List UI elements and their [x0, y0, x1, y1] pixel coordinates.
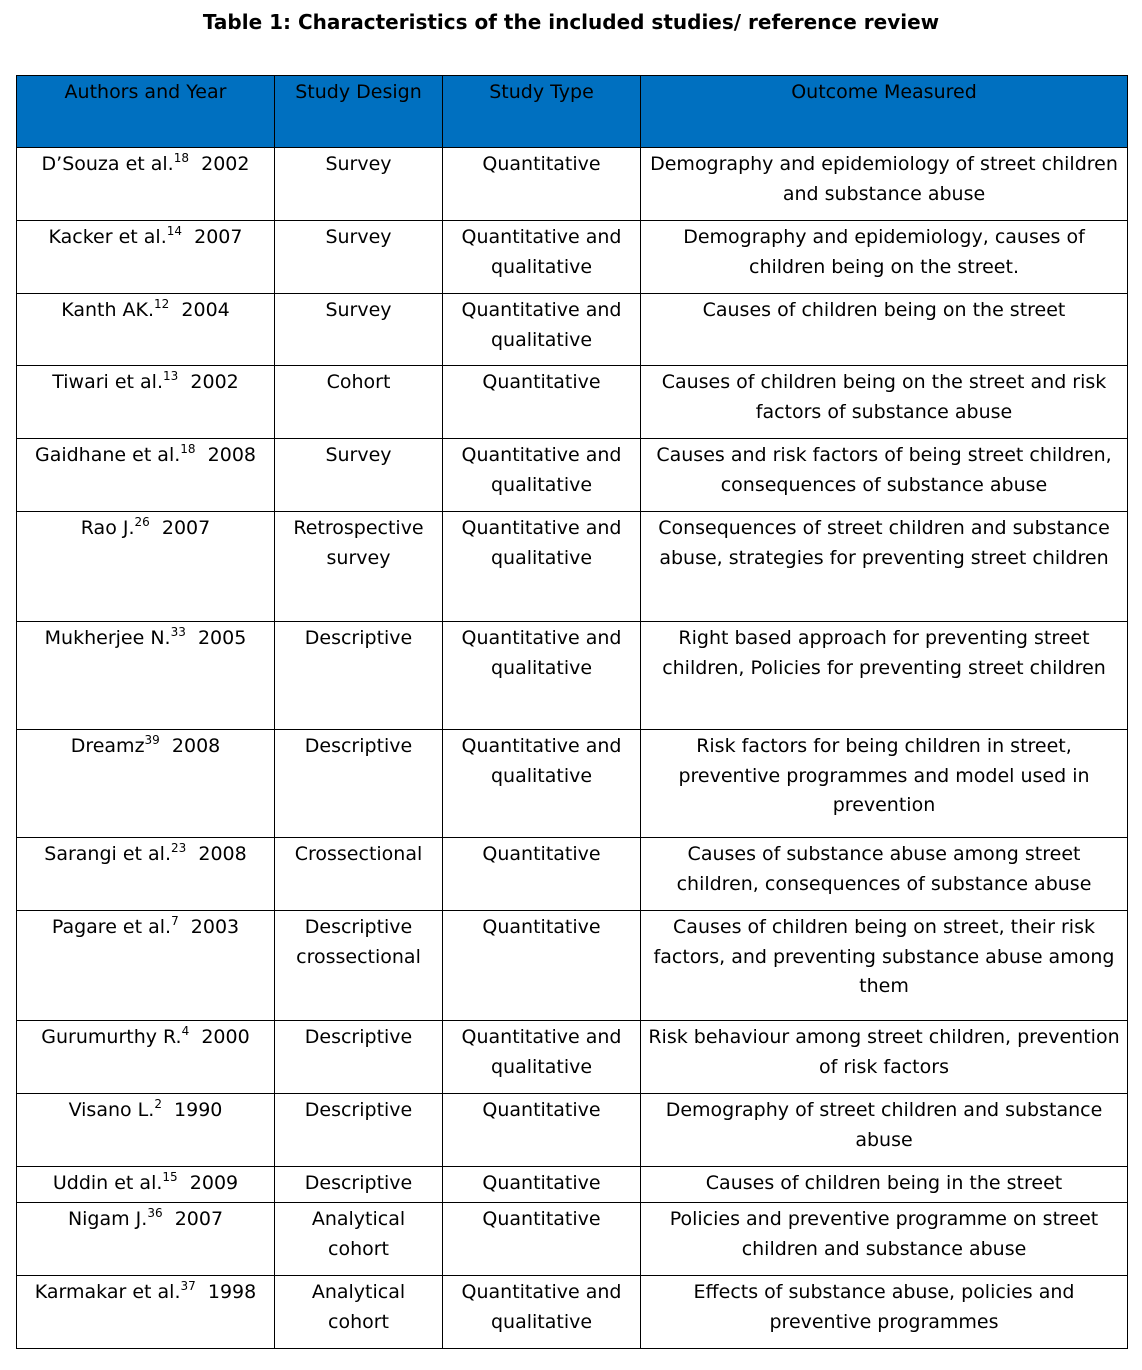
reference-number: 15	[162, 1170, 178, 1184]
reference-number: 39	[144, 733, 160, 747]
cell-authors-and-year	[17, 148, 275, 221]
cell-outcome-measured: Risk factors for being children in street, preventive programmes and model used in prevention	[641, 730, 1128, 838]
table-row	[17, 1203, 1128, 1276]
header-row	[17, 76, 1128, 148]
cell-study-type: Quantitative	[443, 1094, 641, 1167]
table-row	[17, 512, 1128, 622]
cell-study-type: Quantitative	[443, 366, 641, 439]
cell-outcome-measured: Effects of substance abuse, policies and preventive programmes	[641, 1276, 1128, 1349]
cell-study-type: Quantitative	[443, 1203, 641, 1276]
cell-study-design: Descriptive	[275, 1167, 443, 1203]
cell-authors-and-year	[17, 730, 275, 838]
cell-authors-and-year	[17, 1203, 275, 1276]
header-study-design: Study Design	[275, 76, 443, 148]
study-year: 2008	[207, 444, 257, 466]
study-year: 2007	[194, 226, 243, 248]
reference-number: 37	[180, 1279, 196, 1293]
cell-study-design: Descriptive	[275, 730, 443, 838]
study-year: 1998	[207, 1281, 257, 1303]
cell-outcome-measured: Causes of children being in the street	[641, 1167, 1128, 1203]
cell-authors-and-year	[17, 294, 275, 366]
cell-outcome-measured: Right based approach for preventing street children, Policies for preventing street children	[641, 622, 1128, 730]
cell-authors-and-year	[17, 1276, 275, 1349]
cell-authors-and-year	[17, 1021, 275, 1094]
table-row	[17, 911, 1128, 1021]
table-row	[17, 1167, 1128, 1203]
reference-number: 12	[154, 297, 170, 311]
author-name: Dreamz	[70, 735, 145, 757]
cell-study-design: Descriptive	[275, 1094, 443, 1167]
author-name: Sarangi et al.	[44, 843, 171, 865]
cell-outcome-measured: Causes of children being on the street and risk factors of substance abuse	[641, 366, 1128, 439]
author-name: Mukherjee N.	[44, 627, 171, 649]
cell-study-design: Survey	[275, 148, 443, 221]
reference-number: 14	[166, 224, 183, 238]
reference-number: 13	[163, 369, 179, 383]
author-name: Rao J.	[80, 517, 135, 539]
table-row	[17, 439, 1128, 512]
table-row	[17, 838, 1128, 911]
reference-number: 18	[180, 442, 196, 456]
study-year: 2009	[189, 1172, 239, 1194]
table-row	[17, 294, 1128, 366]
cell-study-type: Quantitative and qualitative	[443, 730, 641, 838]
reference-number: 26	[134, 515, 150, 529]
reference-number: 7	[171, 914, 179, 928]
cell-study-type: Quantitative	[443, 911, 641, 1021]
study-year: 2007	[161, 517, 211, 539]
author-name: Gaidhane et al.	[34, 444, 181, 466]
cell-authors-and-year	[17, 1094, 275, 1167]
table-row	[17, 622, 1128, 730]
table-row	[17, 1276, 1128, 1349]
table-row	[17, 366, 1128, 439]
study-year: 2000	[201, 1026, 250, 1048]
cell-study-type: Quantitative	[443, 838, 641, 911]
cell-study-type: Quantitative and qualitative	[443, 1276, 641, 1349]
reference-number: 36	[147, 1206, 163, 1220]
cell-study-type: Quantitative and qualitative	[443, 294, 641, 366]
cell-study-type: Quantitative and qualitative	[443, 512, 641, 622]
study-year: 2003	[190, 916, 240, 938]
table-body	[17, 148, 1128, 1349]
author-name: Kanth AK.	[61, 299, 155, 321]
author-name: D’Souza et al.	[41, 153, 174, 175]
table-title: Table 1: Characteristics of the included studies/ reference review	[202, 10, 940, 34]
cell-authors-and-year	[17, 221, 275, 294]
cell-study-design: Descriptive	[275, 622, 443, 730]
study-year: 2008	[171, 735, 221, 757]
header-outcome-measured: Outcome Measured	[641, 76, 1128, 148]
study-year: 2002	[201, 153, 250, 175]
cell-outcome-measured: Demography and epidemiology, causes of children being on the street.	[641, 221, 1128, 294]
cell-outcome-measured: Risk behaviour among street children, prevention of risk factors	[641, 1021, 1128, 1094]
cell-study-type: Quantitative and qualitative	[443, 1021, 641, 1094]
study-year: 2008	[198, 843, 247, 865]
author-name: Kacker et al.	[48, 226, 167, 248]
studies-table	[16, 75, 1128, 1349]
reference-number: 4	[181, 1024, 190, 1038]
cell-study-type: Quantitative and qualitative	[443, 622, 641, 730]
cell-study-design: Analytical cohort	[275, 1276, 443, 1349]
cell-authors-and-year	[17, 512, 275, 622]
cell-study-design: Analytical cohort	[275, 1203, 443, 1276]
study-year: 2004	[181, 299, 230, 321]
author-name: Visano L.	[68, 1099, 155, 1121]
cell-outcome-measured: Consequences of street children and substance abuse, strategies for preventing street children	[641, 512, 1128, 622]
cell-study-type: Quantitative	[443, 1167, 641, 1203]
study-year: 2002	[190, 371, 239, 393]
header-authors-and-year: Authors and Year	[17, 76, 275, 148]
table-row	[17, 730, 1128, 838]
table-row	[17, 221, 1128, 294]
cell-study-type: Quantitative and qualitative	[443, 439, 641, 512]
study-year: 1990	[174, 1099, 223, 1121]
author-name: Pagare et al.	[51, 916, 172, 938]
cell-outcome-measured: Causes of substance abuse among street children, consequences of substance abuse	[641, 838, 1128, 911]
cell-study-type: Quantitative and qualitative	[443, 221, 641, 294]
cell-study-design: Descriptive crossectional	[275, 911, 443, 1021]
author-name: Karmakar et al.	[34, 1281, 181, 1303]
cell-authors-and-year	[17, 911, 275, 1021]
cell-authors-and-year	[17, 622, 275, 730]
cell-study-design: Crossectional	[275, 838, 443, 911]
cell-outcome-measured: Demography and epidemiology of street children and substance abuse	[641, 148, 1128, 221]
cell-outcome-measured: Demography of street children and substance abuse	[641, 1094, 1128, 1167]
cell-authors-and-year	[17, 1167, 275, 1203]
cell-authors-and-year	[17, 366, 275, 439]
cell-outcome-measured: Causes of children being on the street	[641, 294, 1128, 366]
cell-study-type: Quantitative	[443, 148, 641, 221]
table-row	[17, 1021, 1128, 1094]
author-name: Tiwari et al.	[52, 371, 164, 393]
reference-number: 23	[171, 841, 187, 855]
study-year: 2005	[197, 627, 247, 649]
cell-outcome-measured: Causes and risk factors of being street children, consequences of substance abuse	[641, 439, 1128, 512]
study-year: 2007	[174, 1208, 224, 1230]
cell-study-design: Cohort	[275, 366, 443, 439]
reference-number: 2	[154, 1097, 162, 1111]
author-name: Nigam J.	[67, 1208, 148, 1230]
reference-number: 18	[173, 151, 190, 165]
cell-outcome-measured: Policies and preventive programme on street children and substance abuse	[641, 1203, 1128, 1276]
cell-authors-and-year	[17, 838, 275, 911]
cell-study-design: Survey	[275, 221, 443, 294]
reference-number: 33	[170, 625, 186, 639]
author-name: Uddin et al.	[52, 1172, 163, 1194]
cell-study-design: Survey	[275, 439, 443, 512]
table-row	[17, 1094, 1128, 1167]
cell-authors-and-year	[17, 439, 275, 512]
cell-study-design: Retrospective survey	[275, 512, 443, 622]
cell-outcome-measured: Causes of children being on street, their risk factors, and preventing substance abuse among them	[641, 911, 1128, 1021]
table-row	[17, 148, 1128, 221]
cell-study-design: Descriptive	[275, 1021, 443, 1094]
cell-study-design: Survey	[275, 294, 443, 366]
author-name: Gurumurthy R.	[41, 1026, 182, 1048]
header-study-type: Study Type	[443, 76, 641, 148]
